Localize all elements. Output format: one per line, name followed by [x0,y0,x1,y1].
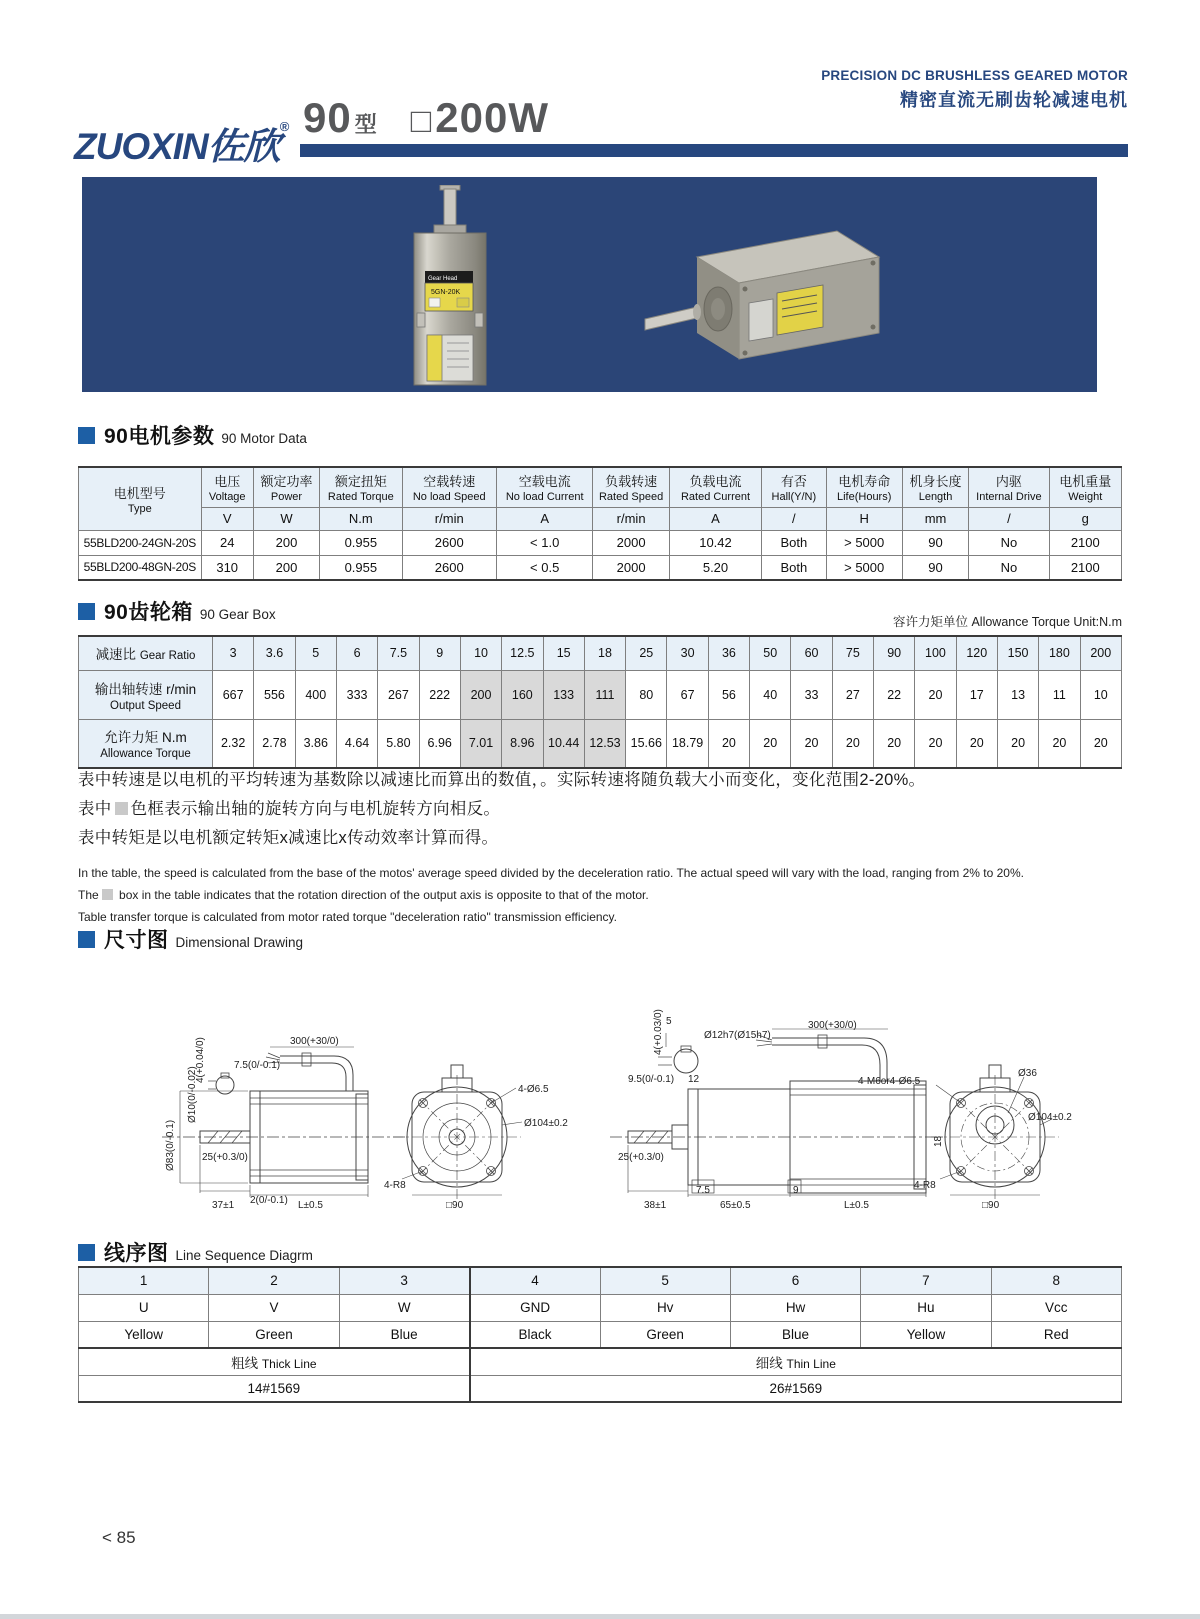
note-text: 色框表示输出轴的旋转方向与电机旋转方向相反。 [130,800,501,818]
line-type-row [79,1348,1122,1375]
pin-cell: 5 [600,1267,730,1294]
ratio-cell: 120 [956,636,997,670]
dimension-label: Ø36 [1018,1068,1037,1079]
ratio-cell: 15 [543,636,584,670]
value-cell: 2100 [1049,555,1121,580]
allowance-torque-row [79,719,1122,768]
product-photo-banner [82,177,1097,392]
value-cell: 24 [201,530,253,555]
thick-line-cell: 粗线 Thick Line [79,1348,470,1375]
ratio-cell: 12.5 [502,636,543,670]
color-cell: Red [991,1321,1121,1348]
torque-cell: 20 [750,719,791,768]
line-sequence-table [78,1266,1122,1403]
value-cell: < 0.5 [496,555,592,580]
speed-cell: 133 [543,670,584,719]
section-title-en: Line Sequence Diagrm [175,1248,313,1263]
note-line-cn-3: 表中转矩是以电机额定转矩x减速比x传动效率计算而得。 [78,829,499,847]
dimension-drawing-left [150,985,580,1210]
value-cell: No [969,530,1049,555]
section-gear-box [78,596,276,626]
motor-data-row [79,530,1122,555]
row-label-gear-ratio: 减速比 Gear Ratio [79,636,213,670]
section-title-cn: 90齿轮箱 [104,601,193,624]
dimension-drawing-right [600,985,1080,1210]
speed-cell: 667 [213,670,254,719]
dimension-label: 4(+0.04/0) [195,1037,206,1083]
unit-cell: / [969,507,1049,530]
speed-cell: 17 [956,670,997,719]
ratio-cell: 75 [832,636,873,670]
thin-line-cell: 细线 Thin Line [470,1348,1122,1375]
dimension-label: L±0.5 [844,1200,869,1211]
dimension-drawing-left-art [150,985,580,1210]
ratio-cell: 5 [295,636,336,670]
value-cell: 2100 [1049,530,1121,555]
model-number: 90 [303,94,352,141]
note-line-cn-1: 表中转速是以电机的平均转速为基数除以减速比而算出的数值，。实际转速将随负载大小而变化，变化范围2-20%。 [78,771,926,789]
col-header: 电压 Voltage [201,467,253,507]
pin-cell: 3 [339,1267,469,1294]
unit-cell: g [1049,507,1121,530]
dimension-label: Ø104±0.2 [524,1118,568,1129]
dimension-label: Ø104±0.2 [1028,1112,1072,1123]
allowance-torque-unit-note [893,612,1122,630]
speed-cell: 111 [584,670,625,719]
thin-wire-cell: 26#1569 [470,1375,1122,1402]
dimension-label: 4-R8 [914,1180,936,1191]
dimension-label: Ø83(0/-0.1) [165,1119,176,1171]
speed-cell: 13 [997,670,1038,719]
value-cell: Both [762,555,826,580]
signal-cell: V [209,1294,339,1321]
torque-cell: 2.32 [213,719,254,768]
value-cell: 0.955 [320,530,402,555]
speed-cell: 33 [791,670,832,719]
ratio-cell: 25 [626,636,667,670]
dimension-label: 9 [793,1185,799,1196]
unit-cell: mm [902,507,968,530]
model-type-suffix: 型 [354,112,377,137]
motor-unit-row [79,507,1122,530]
unit-note-en: Allowance Torque Unit:N.m [971,615,1122,629]
square-frame-icon: □ [410,102,432,140]
row-label-output-speed: 输出轴转速 r/min Output Speed [79,670,213,719]
unit-cell: V [201,507,253,530]
col-header: 空载电流 No load Current [496,467,592,507]
color-cell: Blue [730,1321,860,1348]
dimension-label: 4-M6or4-Ø6.5 [858,1076,921,1087]
value-cell: Both [762,530,826,555]
speed-cell: 267 [378,670,419,719]
motor-model-label-text: 5GN-20K [431,289,461,296]
dimension-label: Ø12h7(Ø15h7) [704,1030,771,1041]
pin-cell: 8 [991,1267,1121,1294]
color-cell: Green [209,1321,339,1348]
signal-cell: Hu [861,1294,991,1321]
col-header: 负载电流 Rated Current [669,467,761,507]
unit-cell: A [496,507,592,530]
torque-cell: 20 [791,719,832,768]
speed-cell: 67 [667,670,708,719]
unit-cell: W [253,507,319,530]
signal-cell: GND [470,1294,600,1321]
speed-cell: 400 [295,670,336,719]
model-title [303,94,549,142]
dimension-drawing-right-art [600,985,1080,1210]
color-cell: Blue [339,1321,469,1348]
dimension-label: 9.5(0/-0.1) [628,1074,675,1085]
section-title-cn: 尺寸图 [104,929,169,952]
value-cell: 2000 [593,555,669,580]
speed-cell: 80 [626,670,667,719]
section-dimensional-drawing [78,924,303,954]
col-header: 内驱 Internal Drive [969,467,1049,507]
signal-cell: U [79,1294,209,1321]
value-cell: 10.42 [669,530,761,555]
torque-cell: 20 [997,719,1038,768]
ratio-cell: 7.5 [378,636,419,670]
dimension-label: 12 [688,1074,700,1085]
unit-cell: r/min [402,507,496,530]
ratio-cell: 90 [874,636,915,670]
value-cell: 200 [253,555,319,580]
speed-cell: 11 [1039,670,1080,719]
col-header: 额定功率 Power [253,467,319,507]
torque-cell: 20 [708,719,749,768]
section-line-sequence [78,1237,313,1267]
color-cell: Yellow [861,1321,991,1348]
color-cell: Yellow [79,1321,209,1348]
ratio-cell: 36 [708,636,749,670]
note-text: The [78,888,99,902]
torque-cell: 20 [832,719,873,768]
output-speed-row [79,670,1122,719]
dimension-label: L±0.5 [298,1200,323,1211]
pin-cell: 4 [470,1267,600,1294]
dimension-label: 2(0/-0.1) [250,1195,288,1206]
color-cell: Green [600,1321,730,1348]
unit-cell: / [762,507,826,530]
value-cell: 310 [201,555,253,580]
page-number: < 85 [102,1528,136,1547]
page-bottom-edge [0,1614,1200,1619]
torque-cell: 18.79 [667,719,708,768]
col-header: 机身长度 Length [902,467,968,507]
torque-cell: 20 [874,719,915,768]
ratio-cell: 3.6 [254,636,295,670]
torque-cell: 7.01 [460,719,501,768]
header [821,68,1128,112]
wire-color-row [79,1321,1122,1348]
gearbox-notes [78,766,1128,928]
signal-cell: Hw [730,1294,860,1321]
dimension-label: 7.5 [696,1185,710,1196]
speed-cell: 160 [502,670,543,719]
ratio-cell: 3 [213,636,254,670]
thick-wire-cell: 14#1569 [79,1375,470,1402]
ratio-cell: 100 [915,636,956,670]
signal-cell: W [339,1294,469,1321]
gray-box-icon [102,889,113,900]
ratio-cell: 180 [1039,636,1080,670]
section-title-cn: 90电机参数 [104,425,215,448]
col-header: 有否 Hall(Y/N) [762,467,826,507]
value-cell: 5.20 [669,555,761,580]
color-cell: Black [470,1321,600,1348]
motor-photo-front [387,185,517,390]
section-marker-icon [78,1244,95,1261]
value-cell: 90 [902,555,968,580]
value-cell: 90 [902,530,968,555]
dimension-label: 18 [933,1135,944,1147]
notes-english [78,862,1128,928]
dimension-label: 65±0.5 [720,1200,751,1211]
brand-logo [74,116,289,170]
torque-cell: 12.53 [584,719,625,768]
speed-cell: 200 [460,670,501,719]
speed-cell: 222 [419,670,460,719]
value-cell: < 1.0 [496,530,592,555]
unit-cell: N.m [320,507,402,530]
section-title-en: 90 Gear Box [199,607,276,622]
dimension-label: 25(+0.3/0) [618,1152,664,1163]
speed-cell: 22 [874,670,915,719]
col-header: 电机重量 Weight [1049,467,1121,507]
model-power: 200W [435,94,549,141]
value-cell: 0.955 [320,555,402,580]
dimension-label: 5 [666,1016,672,1027]
title-underline-bar [300,144,1128,157]
unit-cell: H [826,507,902,530]
torque-cell: 8.96 [502,719,543,768]
torque-cell: 10.44 [543,719,584,768]
ratio-cell: 18 [584,636,625,670]
dimension-label: 4-Ø6.5 [518,1084,549,1095]
type-cell: 55BLD200-48GN-20S [79,555,202,580]
dimension-label: 300(+30/0) [808,1020,857,1031]
torque-cell: 20 [956,719,997,768]
ratio-cell: 50 [750,636,791,670]
section-marker-icon [78,931,95,948]
ratio-cell: 9 [419,636,460,670]
header-title-cn: 精密直流无刷齿轮减速电机 [900,90,1128,110]
motor-header-row [79,467,1122,507]
ratio-cell: 150 [997,636,1038,670]
wire-gauge-row [79,1375,1122,1402]
gear-ratio-row [79,636,1122,670]
note-line-en-2 [78,884,1128,906]
pin-cell: 1 [79,1267,209,1294]
speed-cell: 56 [708,670,749,719]
dimension-label: 37±1 [212,1200,235,1211]
ratio-cell: 200 [1080,636,1121,670]
col-header: 空载转速 No load Speed [402,467,496,507]
dimension-label: 7.5(0/-0.1) [234,1060,281,1071]
row-label-allowance-torque: 允许力矩 N.m Allowance Torque [79,719,213,768]
col-header: 额定扭矩 Rated Torque [320,467,402,507]
speed-cell: 10 [1080,670,1121,719]
dimension-label: 300(+30/0) [290,1036,339,1047]
speed-cell: 333 [336,670,377,719]
dimension-label: 4(+0.03/0) [653,1009,664,1055]
logo-text: ZUOXIN佐欣 [74,126,280,167]
speed-cell: 40 [750,670,791,719]
pin-cell: 2 [209,1267,339,1294]
signal-cell: Vcc [991,1294,1121,1321]
value-cell: > 5000 [826,530,902,555]
value-cell: 200 [253,530,319,555]
registered-trademark-icon: ® [279,119,290,134]
col-header: 电机寿命 Life(Hours) [826,467,902,507]
ratio-cell: 6 [336,636,377,670]
torque-cell: 5.80 [378,719,419,768]
col-header: 负载转速 Rated Speed [593,467,669,507]
signal-cell: Hv [600,1294,730,1321]
value-cell: 2000 [593,530,669,555]
dimension-label: □90 [982,1200,1000,1211]
unit-note-cn: 容许力矩单位 [892,615,968,629]
speed-cell: 27 [832,670,873,719]
ratio-cell: 60 [791,636,832,670]
note-text: 表中 [78,800,112,818]
ratio-cell: 30 [667,636,708,670]
pin-cell: 7 [861,1267,991,1294]
section-marker-icon [78,427,95,444]
unit-cell: r/min [593,507,669,530]
gearbox-table [78,635,1122,769]
header-title-en: PRECISION DC BRUSHLESS GEARED MOTOR [821,68,1128,83]
motor-photo-angle [627,215,907,380]
col-header-type: 电机型号 Type [79,467,202,530]
note-line-cn-2 [78,795,1128,824]
torque-cell: 2.78 [254,719,295,768]
torque-cell: 15.66 [626,719,667,768]
note-text: box in the table indicates that the rotation direction of the output axis is opposite to that of the motor. [115,888,649,902]
torque-cell: 6.96 [419,719,460,768]
type-cell: 55BLD200-24GN-20S [79,530,202,555]
motor-data-table [78,466,1122,581]
pin-cell: 6 [730,1267,860,1294]
speed-cell: 20 [915,670,956,719]
ratio-cell: 10 [460,636,501,670]
value-cell: No [969,555,1049,580]
gray-box-icon [115,802,128,815]
section-title-en: 90 Motor Data [221,431,307,446]
value-cell: > 5000 [826,555,902,580]
value-cell: 2600 [402,530,496,555]
torque-cell: 20 [1080,719,1121,768]
pin-number-row [79,1267,1122,1294]
section-title-cn: 线序图 [104,1242,169,1265]
torque-cell: 20 [1039,719,1080,768]
motor-data-row [79,555,1122,580]
signal-row [79,1294,1122,1321]
torque-cell: 20 [915,719,956,768]
dimension-label: □90 [446,1200,464,1211]
section-title-en: Dimensional Drawing [175,935,304,950]
unit-cell: A [669,507,761,530]
section-motor-data [78,420,307,450]
note-line-en-3: Table transfer torque is calculated from motor rated torque "deceleration ratio" transmission efficiency. [78,910,617,924]
dimension-label: Ø10(0/-0.02) [187,1066,198,1123]
torque-cell: 4.64 [336,719,377,768]
note-line-en-1: In the table, the speed is calculated from the base of the motos' average speed divided by the deceleration ratio. The actual speed will vary with the load, ranging from 2% to 20%. [78,866,1024,880]
dimension-label: 4-R8 [384,1180,406,1191]
speed-cell: 556 [254,670,295,719]
dimension-label: 25(+0.3/0) [202,1152,248,1163]
torque-cell: 3.86 [295,719,336,768]
gearhead-label-text: Gear Head [428,276,458,282]
section-marker-icon [78,603,95,620]
dimension-label: 38±1 [644,1200,667,1211]
value-cell: 2600 [402,555,496,580]
